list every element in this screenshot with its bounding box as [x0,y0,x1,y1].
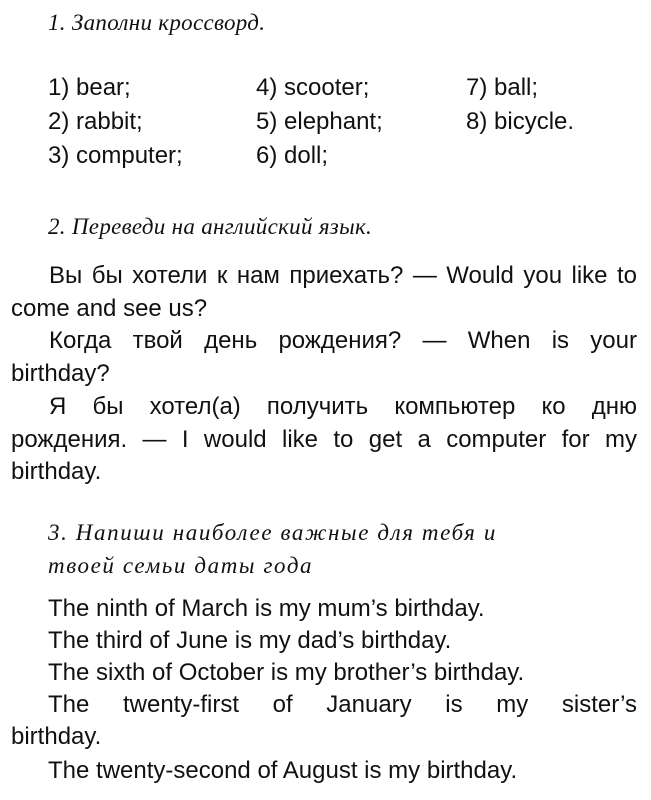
translation-text: Когда твой день рождения? — When is your birthday? [11,327,637,387]
word-item: 5) elephant; [256,108,383,135]
date-line: The sixth of October is my brother’s birthday. [48,659,525,686]
translation-paragraph [11,260,637,325]
word-item: 4) scooter; [256,74,370,101]
translation-paragraph [11,391,637,489]
translation-text: Вы бы хотели к нам приехать? — Would you like to come and see us? [11,262,637,322]
task1-heading: 1. Заполни кроссворд. [48,10,266,35]
translation-text: Я бы хотел(а) получить компьютер ко дню рождения. — I would like to get a computer for my birthday. [11,393,637,485]
task2-heading: 2. Переведи на английский язык. [48,214,373,239]
word-item: 1) bear; [48,74,131,101]
word-item: 6) doll; [256,142,329,169]
task3-heading-line1: 3. Напиши наиболее важные для тебя и [48,520,497,545]
word-item: 2) rabbit; [48,108,143,135]
date-line: The ninth of March is my mum’s birthday. [48,595,485,622]
word-item: 7) ball; [466,74,539,101]
word-item: 8) bicycle. [466,108,575,135]
translation-paragraph [11,325,637,390]
word-item: 3) computer; [48,142,183,169]
date-line: The twenty-second of August is my birthday. [48,757,518,784]
task3-heading-line2: твоей семьи даты года [48,553,314,578]
date-line: The twenty-first of January is my sister’s [48,691,637,718]
date-line: birthday. [11,723,102,750]
date-line: The third of June is my dad’s birthday. [48,627,452,654]
